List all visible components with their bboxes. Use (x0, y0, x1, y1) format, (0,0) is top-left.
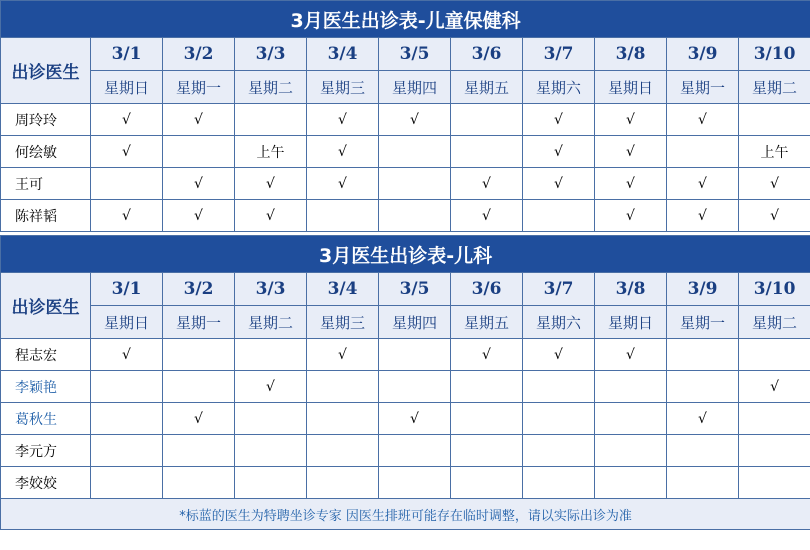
weekday-header: 星期一 (163, 306, 235, 339)
doctor-row (1, 467, 810, 499)
schedule-cell (379, 371, 451, 403)
weekday-header: 星期日 (91, 71, 163, 104)
date-header: 3/1 (91, 38, 163, 71)
schedule-cell (163, 467, 235, 499)
schedule-cell (379, 467, 451, 499)
schedule-cell: √ (91, 136, 163, 168)
schedule-cell: √ (307, 136, 379, 168)
schedule-cell: √ (523, 136, 595, 168)
doctor-column-header: 出诊医生 (1, 273, 91, 339)
schedule-cell (235, 467, 307, 499)
weekday-header: 星期二 (739, 306, 810, 339)
schedule-cell: √ (451, 200, 523, 232)
date-header: 3/2 (163, 38, 235, 71)
schedule-cell (739, 403, 810, 435)
doctor-name: 葛秋生 (1, 403, 91, 435)
weekday-header: 星期二 (235, 306, 307, 339)
date-header: 3/3 (235, 273, 307, 306)
date-header-row (1, 38, 810, 71)
schedule-body (1, 1, 810, 530)
weekday-header: 星期日 (91, 306, 163, 339)
schedule-cell (451, 467, 523, 499)
weekday-header: 星期二 (235, 71, 307, 104)
schedule-cell (667, 339, 739, 371)
doctor-name: 王可 (1, 168, 91, 200)
doctor-row (1, 104, 810, 136)
weekday-header: 星期四 (379, 306, 451, 339)
section-title: 3月医生出诊表-儿科 (1, 236, 810, 273)
weekday-header: 星期二 (739, 71, 810, 104)
schedule-cell: √ (739, 371, 810, 403)
schedule-cell (523, 403, 595, 435)
schedule-cell (307, 403, 379, 435)
schedule-cell (739, 339, 810, 371)
weekday-header: 星期六 (523, 306, 595, 339)
schedule-cell (523, 435, 595, 467)
doctor-name: 李姣姣 (1, 467, 91, 499)
schedule-cell (91, 435, 163, 467)
schedule-cell (451, 136, 523, 168)
schedule-cell (91, 371, 163, 403)
date-header: 3/5 (379, 273, 451, 306)
doctor-row (1, 339, 810, 371)
schedule-cell: √ (163, 168, 235, 200)
weekday-header: 星期一 (163, 71, 235, 104)
section-title-row (1, 1, 810, 38)
schedule-cell (379, 200, 451, 232)
weekday-header: 星期四 (379, 71, 451, 104)
schedule-cell: √ (235, 200, 307, 232)
schedule-cell (451, 435, 523, 467)
weekday-header: 星期三 (307, 306, 379, 339)
schedule-cell: √ (595, 104, 667, 136)
schedule-cell (163, 371, 235, 403)
schedule-cell (739, 467, 810, 499)
schedule-cell: 上午 (739, 136, 810, 168)
schedule-cell (91, 168, 163, 200)
schedule-cell: √ (739, 168, 810, 200)
schedule-cell: √ (523, 339, 595, 371)
date-header: 3/6 (451, 38, 523, 71)
date-header: 3/7 (523, 273, 595, 306)
schedule-cell (523, 467, 595, 499)
doctor-row (1, 435, 810, 467)
footnote: *标蓝的医生为特聘坐诊专家 因医生排班可能存在临时调整，请以实际出诊为准 (1, 499, 810, 530)
schedule-cell: √ (667, 168, 739, 200)
doctor-column-header: 出诊医生 (1, 38, 91, 104)
schedule-cell (595, 403, 667, 435)
schedule-cell: √ (667, 104, 739, 136)
date-header: 3/10 (739, 38, 810, 71)
schedule-cell (163, 435, 235, 467)
schedule-cell: √ (91, 104, 163, 136)
doctor-name: 程志宏 (1, 339, 91, 371)
weekday-header: 星期六 (523, 71, 595, 104)
schedule-cell (379, 339, 451, 371)
schedule-cell: √ (451, 339, 523, 371)
schedule-cell (739, 435, 810, 467)
schedule-cell: √ (595, 200, 667, 232)
schedule-cell: √ (595, 168, 667, 200)
schedule-cell: √ (667, 403, 739, 435)
date-header: 3/3 (235, 38, 307, 71)
schedule-cell: √ (163, 200, 235, 232)
schedule-cell (451, 104, 523, 136)
date-header: 3/10 (739, 273, 810, 306)
doctor-row (1, 200, 810, 232)
schedule-cell: √ (595, 339, 667, 371)
doctor-name: 陈祥韬 (1, 200, 91, 232)
weekday-header: 星期三 (307, 71, 379, 104)
schedule-cell: √ (523, 168, 595, 200)
schedule-cell (307, 371, 379, 403)
schedule-cell (235, 104, 307, 136)
schedule-cell (163, 339, 235, 371)
schedule-cell (91, 467, 163, 499)
weekday-header-row (1, 71, 810, 104)
doctor-row (1, 403, 810, 435)
schedule-cell (235, 435, 307, 467)
doctor-row (1, 168, 810, 200)
date-header: 3/9 (667, 38, 739, 71)
schedule-cell: √ (307, 104, 379, 136)
schedule-cell (595, 467, 667, 499)
schedule-cell: √ (307, 339, 379, 371)
schedule-cell (595, 371, 667, 403)
schedule-cell: √ (235, 371, 307, 403)
schedule-cell (235, 339, 307, 371)
schedule-cell (451, 403, 523, 435)
schedule-cell: √ (379, 104, 451, 136)
section-title: 3月医生出诊表-儿童保健科 (1, 1, 810, 38)
schedule-cell: √ (307, 168, 379, 200)
doctor-name: 李颖艳 (1, 371, 91, 403)
schedule-cell (91, 403, 163, 435)
schedule-cell (523, 371, 595, 403)
schedule-cell (739, 104, 810, 136)
date-header: 3/2 (163, 273, 235, 306)
schedule-cell: √ (163, 403, 235, 435)
schedule-cell (667, 136, 739, 168)
doctor-row (1, 371, 810, 403)
schedule-cell: √ (667, 200, 739, 232)
doctor-name: 周玲玲 (1, 104, 91, 136)
weekday-header: 星期一 (667, 71, 739, 104)
schedule-cell (451, 371, 523, 403)
schedule-cell: 上午 (235, 136, 307, 168)
schedule-cell (667, 371, 739, 403)
schedule-cell: √ (595, 136, 667, 168)
doctor-name: 李元方 (1, 435, 91, 467)
footnote-row (1, 499, 810, 530)
section-title-row (1, 236, 810, 273)
date-header: 3/5 (379, 38, 451, 71)
schedule-cell (379, 136, 451, 168)
schedule-cell: √ (451, 168, 523, 200)
date-header: 3/8 (595, 38, 667, 71)
date-header: 3/7 (523, 38, 595, 71)
schedule-cell: √ (235, 168, 307, 200)
schedule-cell (307, 200, 379, 232)
schedule-cell: √ (91, 200, 163, 232)
schedule-cell: √ (739, 200, 810, 232)
date-header: 3/1 (91, 273, 163, 306)
schedule-cell (307, 467, 379, 499)
schedule-cell (163, 136, 235, 168)
schedule-cell: √ (523, 104, 595, 136)
schedule-cell: √ (91, 339, 163, 371)
weekday-header: 星期五 (451, 71, 523, 104)
weekday-header: 星期一 (667, 306, 739, 339)
date-header-row (1, 273, 810, 306)
weekday-header-row (1, 306, 810, 339)
schedule-cell: √ (163, 104, 235, 136)
schedule-cell (667, 467, 739, 499)
schedule-cell (235, 403, 307, 435)
schedule-cell (379, 168, 451, 200)
date-header: 3/9 (667, 273, 739, 306)
weekday-header: 星期日 (595, 306, 667, 339)
schedule-cell: √ (379, 403, 451, 435)
doctor-name: 何绘敏 (1, 136, 91, 168)
schedule-cell (379, 435, 451, 467)
schedule-cell (523, 200, 595, 232)
date-header: 3/6 (451, 273, 523, 306)
schedule-cell (595, 435, 667, 467)
date-header: 3/4 (307, 38, 379, 71)
weekday-header: 星期日 (595, 71, 667, 104)
date-header: 3/4 (307, 273, 379, 306)
weekday-header: 星期五 (451, 306, 523, 339)
schedule-cell (307, 435, 379, 467)
doctor-row (1, 136, 810, 168)
schedule-cell (667, 435, 739, 467)
date-header: 3/8 (595, 273, 667, 306)
